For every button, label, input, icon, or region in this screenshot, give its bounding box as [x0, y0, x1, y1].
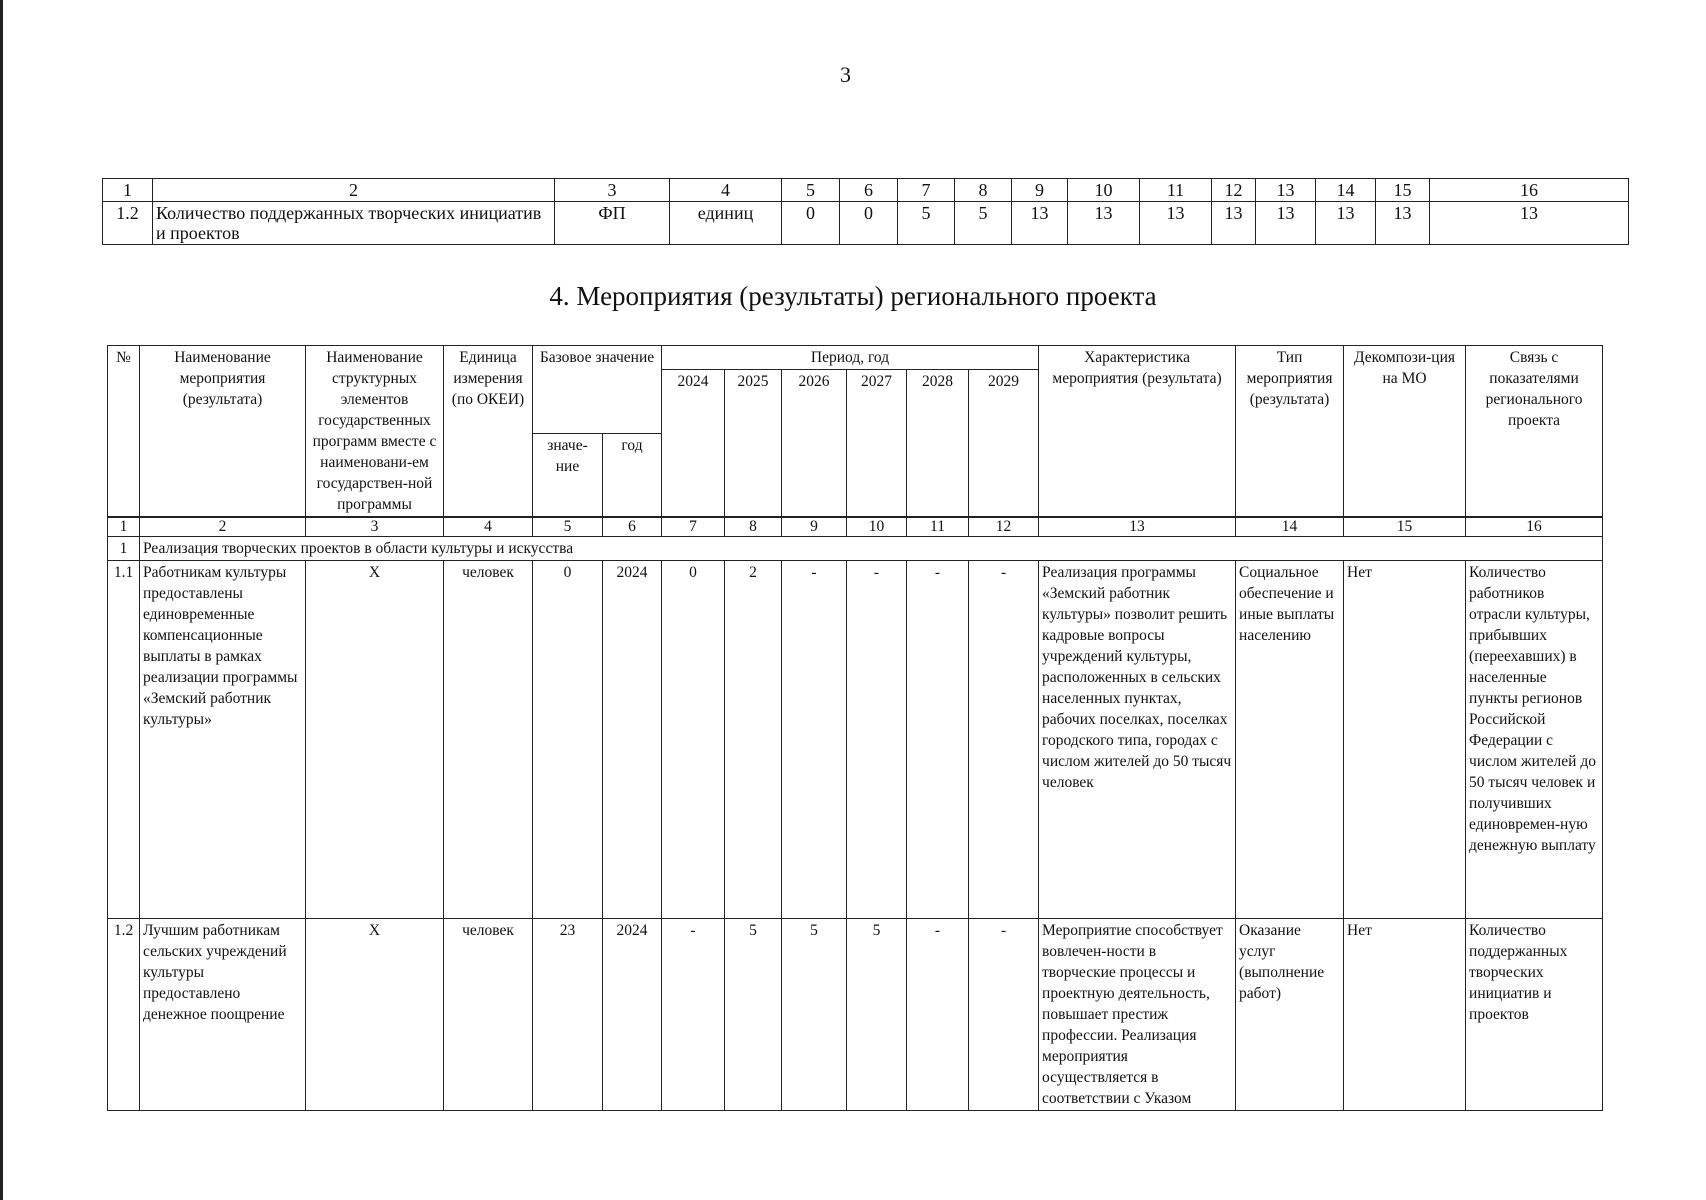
col-header-unit: Единица измерения (по ОКЕИ) — [444, 346, 533, 518]
row-number: 1.2 — [108, 919, 140, 1111]
year-value-cell: - — [969, 561, 1039, 919]
col-number: 15 — [1344, 517, 1466, 537]
type-cell: Оказание услуг (выполнение работ) — [1236, 919, 1344, 1111]
header-cell: 8 — [955, 179, 1012, 202]
header-cell: 6 — [840, 179, 898, 202]
year-value-cell: - — [847, 561, 907, 919]
col-number: 10 — [847, 517, 907, 537]
unit-cell: человек — [444, 919, 533, 1111]
row-number: 1.2 — [103, 202, 153, 245]
link-cell: Количество поддержанных творческих инициатив и проектов — [1466, 919, 1603, 1111]
col-header-base-value: значе-ние — [533, 434, 603, 518]
col-header-year: 2029 — [969, 370, 1039, 518]
col-header-year: 2027 — [847, 370, 907, 518]
decomposition-cell: Нет — [1344, 561, 1466, 919]
col-header-base-year: год — [603, 434, 662, 518]
activity-name: Лучшим работникам сельских учреждений культуры предоставлено денежное поощрение — [140, 919, 306, 1111]
header-cell: 10 — [1068, 179, 1140, 202]
col-header-year: 2028 — [907, 370, 969, 518]
indicator-level: ФП — [555, 202, 670, 245]
section-title-cell: Реализация творческих проектов в области культуры и искусства — [140, 537, 1603, 561]
value-cell: 13 — [1430, 202, 1629, 245]
page-left-edge — [0, 0, 3, 1200]
struct-element: Х — [306, 919, 444, 1111]
header-cell: 12 — [1212, 179, 1256, 202]
characteristic-cell: Мероприятие способствует вовлечен-ности в творческие процессы и проектную деятельность, повышает престиж профессии. Реализация мероприятия осуществляется в соответствии с Указом — [1039, 919, 1236, 1111]
col-header-year: 2024 — [662, 370, 725, 518]
header-cell: 3 — [555, 179, 670, 202]
table-row — [108, 561, 1603, 919]
type-cell: Социальное обеспечение и иные выплаты населению — [1236, 561, 1344, 919]
col-number: 6 — [603, 517, 662, 537]
col-number: 9 — [782, 517, 847, 537]
value-cell: 5 — [898, 202, 955, 245]
header-cell: 7 — [898, 179, 955, 202]
base-value-cell: 23 — [533, 919, 603, 1111]
column-numbers-row — [108, 517, 1603, 537]
header-cell: 14 — [1316, 179, 1376, 202]
value-cell: 13 — [1068, 202, 1140, 245]
section-row — [108, 537, 1603, 561]
base-year-cell: 2024 — [603, 919, 662, 1111]
row-number: 1.1 — [108, 561, 140, 919]
link-cell: Количество работников отрасли культуры, прибывших (переехавших) в населенные пункты регионов Российской Федерации с числом жителей до 50 тысяч человек и получивших единовремен-ную денежную выплату — [1466, 561, 1603, 919]
value-cell: 0 — [782, 202, 840, 245]
table-header-row — [103, 179, 1629, 202]
indicator-name: Количество поддержанных творческих инициатив и проектов — [153, 202, 555, 245]
col-number: 3 — [306, 517, 444, 537]
value-cell: 13 — [1012, 202, 1068, 245]
header-cell: 11 — [1140, 179, 1212, 202]
year-value-cell: 2 — [725, 561, 782, 919]
year-value-cell: - — [907, 919, 969, 1111]
col-number: 12 — [969, 517, 1039, 537]
header-cell: 15 — [1376, 179, 1430, 202]
characteristic-cell: Реализация программы «Земский работник культуры» позволит решить кадровые вопросы учреждений культуры, расположенных в сельских населенных пунктах, рабочих поселках, поселках городского типа, городах с числом жителей до 50 тысяч человек — [1039, 561, 1236, 919]
activity-name: Работникам культуры предоставлены единовременные компенсационные выплаты в рамках реализации программы «Земский работник культуры» — [140, 561, 306, 919]
year-value-cell: - — [662, 919, 725, 1111]
value-cell: 13 — [1212, 202, 1256, 245]
value-cell: 5 — [955, 202, 1012, 245]
indicators-table-continuation — [102, 178, 1629, 245]
header-cell: 16 — [1430, 179, 1629, 202]
col-header-name: Наименование мероприятия (результата) — [140, 346, 306, 518]
year-value-cell: - — [969, 919, 1039, 1111]
col-header-struct: Наименование структурных элементов государственных программ вместе с наименовани-ем государствен-ной программы — [306, 346, 444, 518]
year-value-cell: - — [782, 561, 847, 919]
col-number: 5 — [533, 517, 603, 537]
col-number: 4 — [444, 517, 533, 537]
value-cell: 0 — [840, 202, 898, 245]
col-number: 8 — [725, 517, 782, 537]
header-cell: 1 — [103, 179, 153, 202]
header-cell: 13 — [1256, 179, 1316, 202]
header-cell: 9 — [1012, 179, 1068, 202]
col-header-base: Базовое значение — [533, 346, 662, 434]
col-number: 7 — [662, 517, 725, 537]
col-header-period: Период, год — [662, 346, 1039, 370]
col-number: 16 — [1466, 517, 1603, 537]
col-header-decomposition: Декомпози-ция на МО — [1344, 346, 1466, 518]
base-year-cell: 2024 — [603, 561, 662, 919]
header-cell: 2 — [153, 179, 555, 202]
year-value-cell: - — [907, 561, 969, 919]
table-row — [108, 919, 1603, 1111]
value-cell: 13 — [1140, 202, 1212, 245]
base-value-cell: 0 — [533, 561, 603, 919]
section-title: 4. Мероприятия (результаты) регионального проекта — [549, 281, 1157, 311]
page-number: 3 — [840, 62, 851, 87]
col-number: 2 — [140, 517, 306, 537]
col-header-num: № — [108, 346, 140, 518]
section-number: 1 — [108, 537, 140, 561]
header-row — [108, 346, 1603, 370]
col-header-link: Связь с показателями регионального проекта — [1466, 346, 1603, 518]
col-number: 1 — [108, 517, 140, 537]
table-row — [103, 202, 1629, 245]
value-cell: 13 — [1376, 202, 1430, 245]
col-header-characteristic: Характеристика мероприятия (результата) — [1039, 346, 1236, 518]
col-number: 13 — [1039, 517, 1236, 537]
value-cell: 13 — [1316, 202, 1376, 245]
col-number: 11 — [907, 517, 969, 537]
header-cell: 5 — [782, 179, 840, 202]
year-value-cell: 0 — [662, 561, 725, 919]
col-number: 14 — [1236, 517, 1344, 537]
col-header-year: 2026 — [782, 370, 847, 518]
year-value-cell: 5 — [782, 919, 847, 1111]
unit-cell: человек — [444, 561, 533, 919]
decomposition-cell: Нет — [1344, 919, 1466, 1111]
value-cell: 13 — [1256, 202, 1316, 245]
year-value-cell: 5 — [725, 919, 782, 1111]
header-cell: 4 — [670, 179, 782, 202]
indicator-unit: единиц — [670, 202, 782, 245]
year-value-cell: 5 — [847, 919, 907, 1111]
col-header-year: 2025 — [725, 370, 782, 518]
struct-element: Х — [306, 561, 444, 919]
col-header-type: Тип мероприятия (результата) — [1236, 346, 1344, 518]
activities-table — [107, 345, 1603, 1111]
